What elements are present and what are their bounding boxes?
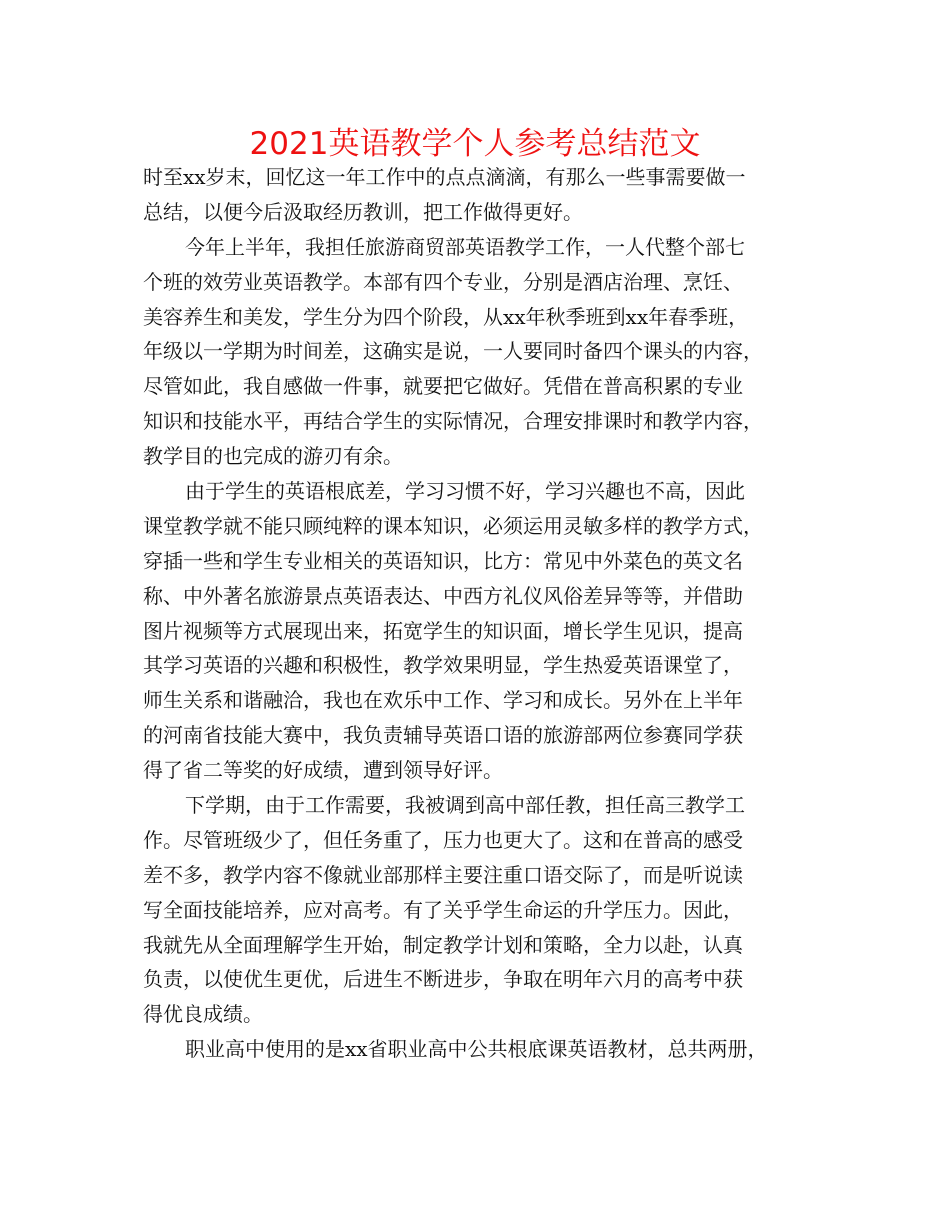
body-text-line: 尽管如此，我自感做一件事，就要把它做好。凭借在普高积累的专业 xyxy=(143,374,743,399)
document-title: 2021英语教学个人参考总结范文 xyxy=(249,126,701,162)
body-text-line: 写全面技能培养，应对高考。有了关乎学生命运的升学压力。因此， xyxy=(143,897,743,922)
body-text-line: 时至xx岁末，回忆这一年工作中的点点滴滴，有那么一些事需要做一 xyxy=(143,165,746,189)
body-text-line: 穿插一些和学生专业相关的英语知识，比方：常见中外菜色的英文名 xyxy=(143,548,743,573)
body-text-line: 课堂教学就不能只顾纯粹的课本知识，必须运用灵敏多样的教学方式， xyxy=(143,513,763,538)
body-text-line: 下学期，由于工作需要，我被调到高中部任教，担任高三教学工 xyxy=(185,793,745,818)
body-text-line: 年级以一学期为时间差，这确实是说，一人要同时备四个课头的内容， xyxy=(143,339,763,364)
body-text-line: 其学习英语的兴趣和积极性，教学效果明显，学生热爱英语课堂了， xyxy=(143,653,743,678)
body-text-line: 总结，以便今后汲取经历教训，把工作做得更好。 xyxy=(143,199,583,224)
body-text-line: 职业高中使用的是xx省职业高中公共根底课英语教材，总共两册， xyxy=(185,1037,768,1062)
body-text-line: 称、中外著名旅游景点英语表达、中西方礼仪风俗差异等等，并借助 xyxy=(143,583,743,608)
body-text-line: 今年上半年，我担任旅游商贸部英语教学工作，一人代整个部七 xyxy=(185,234,745,259)
body-text-line: 负责，以使优生更优，后进生不断进步，争取在明年六月的高考中获 xyxy=(143,967,743,992)
body-text-line: 得了省二等奖的好成绩，遭到领导好评。 xyxy=(143,758,503,783)
body-text-line: 的河南省技能大赛中，我负责辅导英语口语的旅游部两位参赛同学获 xyxy=(143,723,743,748)
body-text-line: 我就先从全面理解学生开始，制定教学计划和策略，全力以赴，认真 xyxy=(143,932,743,957)
body-text-line: 图片视频等方式展现出来，拓宽学生的知识面，增长学生见识，提高 xyxy=(143,618,743,643)
body-text-line: 得优良成绩。 xyxy=(143,1002,263,1027)
document-body xyxy=(143,160,833,1067)
body-text-line: 师生关系和谐融洽，我也在欢乐中工作、学习和成长。另外在上半年 xyxy=(143,688,743,713)
body-text-line: 由于学生的英语根底差，学习习惯不好，学习兴趣也不高，因此 xyxy=(185,479,745,504)
body-text-line: 知识和技能水平，再结合学生的实际情况，合理安排课时和教学内容， xyxy=(143,409,763,434)
body-text-line: 作。尽管班级少了，但任务重了，压力也更大了。这和在普高的感受 xyxy=(143,827,743,852)
body-text-line: 教学目的也完成的游刃有余。 xyxy=(143,444,403,469)
body-text-line: 美容养生和美发，学生分为四个阶段，从xx年秋季班到xx年春季班， xyxy=(143,304,749,329)
body-text-line: 差不多，教学内容不像就业部那样主要注重口语交际了，而是听说读 xyxy=(143,862,743,887)
body-text-line: 个班的效劳业英语教学。本部有四个专业，分别是酒店治理、烹饪、 xyxy=(143,269,743,294)
